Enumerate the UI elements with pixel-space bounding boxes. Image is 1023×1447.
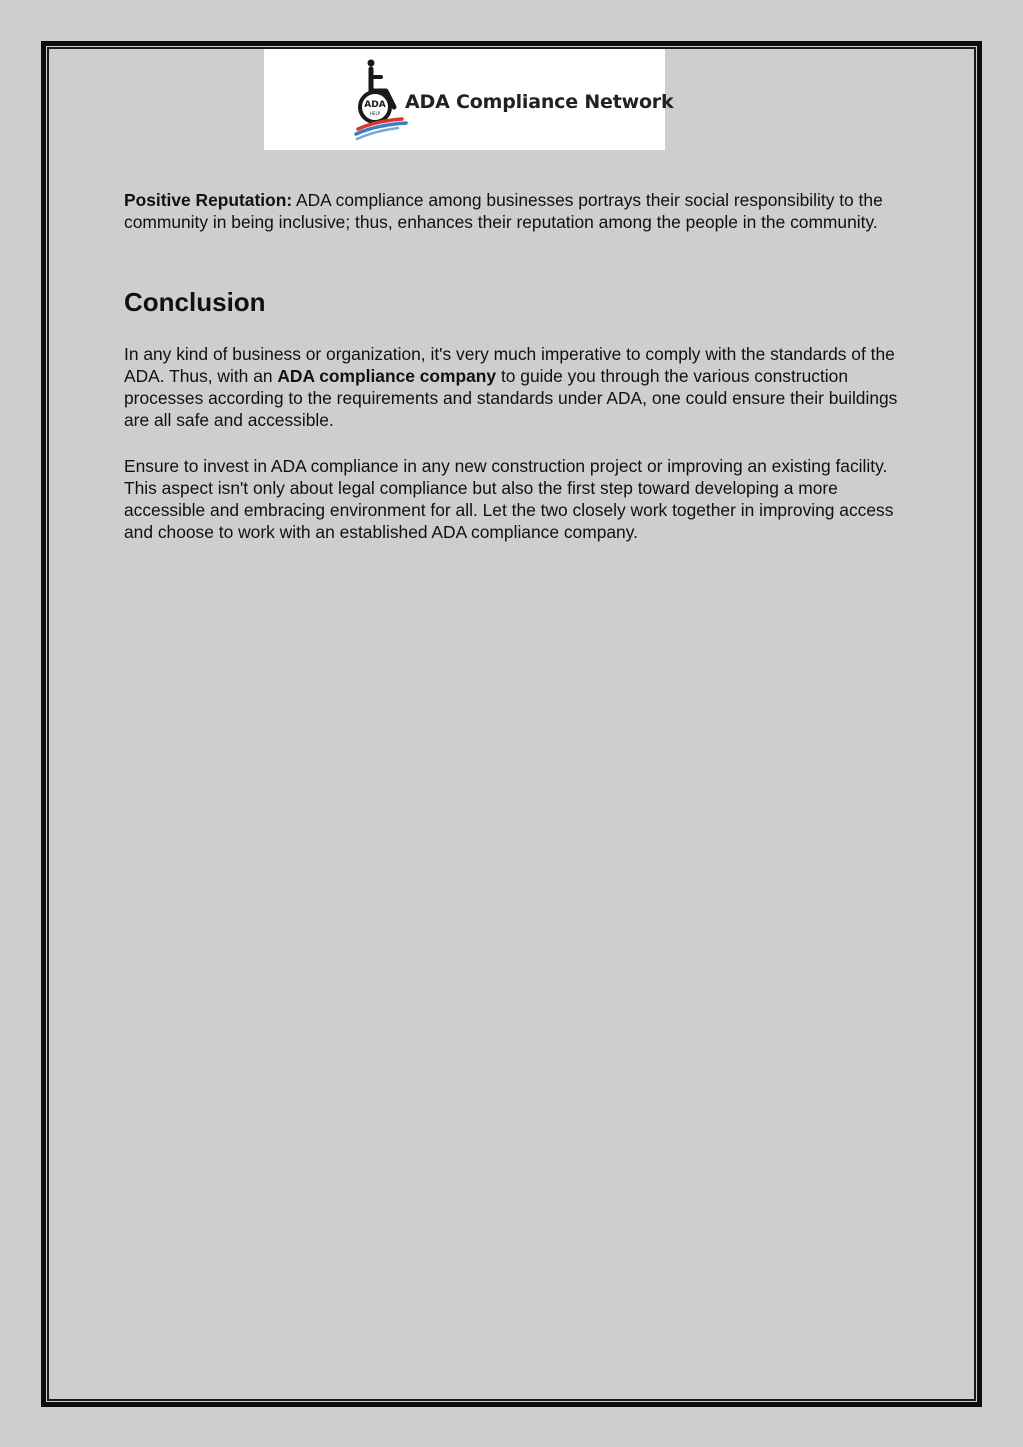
conclusion-p1-after: to guide you through the various construction processes according to the requirements and standards under ADA, one could ensure their buildings are all safe and accessible. [124,366,898,430]
ada-compliance-company-link[interactable]: ADA compliance company [277,366,497,386]
conclusion-paragraph-1 [124,343,904,431]
reputation-paragraph [124,189,904,233]
conclusion-p1-before: In any kind of business or organization, it's very much imperative to comply with the standards of the ADA. Thus, with an [124,344,895,386]
document-body [124,189,904,543]
reputation-label: Positive Reputation: [124,190,293,210]
emblem-text: ADA [364,100,386,110]
brand-logo [264,49,674,150]
brand-name: ADA Compliance Network [405,91,674,113]
emblem-subtext: HELP [369,111,381,116]
reputation-text: ADA compliance among businesses portrays their social responsibility to the community in being inclusive; thus, enhances their reputation among the people in the community. [124,190,883,232]
conclusion-heading: Conclusion [124,287,266,317]
conclusion-paragraph-2: Ensure to invest in ADA compliance in any new construction project or improving an existing facility. This aspect isn't only about legal compliance but also the first step toward developing a more accessible and embracing environment for all. Let the two closely work together in improving access and choose to work with an established ADA compliance company. [124,456,894,542]
